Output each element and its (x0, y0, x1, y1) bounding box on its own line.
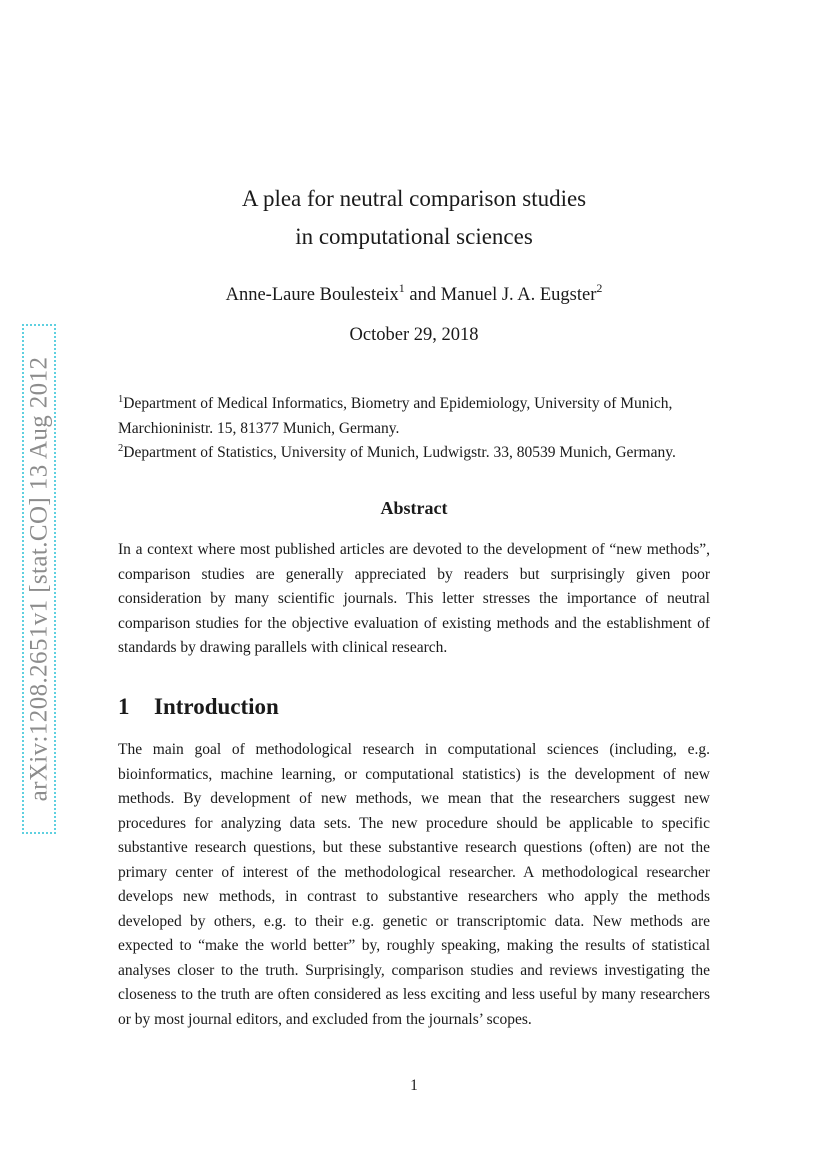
paper-date: October 29, 2018 (349, 325, 479, 345)
affiliation-2 (118, 441, 718, 466)
affiliation-1 (118, 392, 718, 417)
affiliations (118, 392, 718, 466)
section-title: Introduction (154, 694, 279, 719)
arxiv-identifier-stamp[interactable] (22, 324, 56, 834)
abstract-text: In a context where most published articles are devoted to the development of “new methods”, comparison studies are generally appreciated by readers but surprisingly given poor consideration by many scientific journals. This letter stresses the importance of neutral comparison studies for the objective evaluation of existing methods and the establishment of standards by drawing parallels with clinical research. (118, 541, 710, 656)
page-number: 1 (410, 1077, 418, 1094)
affiliation-2-line-1: Department of Statistics, University of Munich, Ludwigstr. 33, 80539 Munich, Germany. (123, 444, 676, 461)
introduction-paragraph: The main goal of methodological research in computational sciences (including, e.g. bioinformatics, machine learning, or computational statistics) is the development of new methods. By development of new methods, we mean that the researchers suggest new procedures for analyzing data sets. The new procedure should be applicable to specific substantive research questions, but these substantive research questions (often) are not the primary center of interest of the methodological researcher. A methodological researcher develops new methods, in contrast to substantive researchers who apply the methods developed by others, e.g. to their e.g. genetic or transcriptomic data. New methods are expected to “make the world better” by, roughly speaking, making the results of statistical analyses closer to the truth. Surprisingly, comparison studies and reviews investigating the closeness to the truth are often considered as less exciting and less useful by many researchers or by most journal editors, and excluded from the journals’ scopes. (118, 741, 710, 1028)
author-name-1: Anne-Laure Boulesteix (225, 285, 399, 305)
affiliation-mark-1: 1 (118, 394, 124, 405)
paper-title (0, 180, 828, 256)
author-list (0, 282, 828, 308)
introduction-body (118, 738, 710, 1032)
author-separator: and (404, 285, 441, 305)
affiliation-mark-2: 2 (118, 443, 124, 454)
author-affiliation-mark-1: 1 (398, 281, 405, 295)
section-heading (118, 690, 279, 724)
abstract-body (118, 538, 710, 661)
paper-title-line-1: A plea for neutral comparison studies (241, 186, 587, 211)
arxiv-identifier-text: arXiv:1208.2651v1 [stat.CO] 13 Aug 2012 (25, 356, 52, 802)
paper-title-line-2: in computational sciences (295, 224, 533, 249)
author-affiliation-mark-2: 2 (596, 281, 603, 295)
author-name-2: Manuel J. A. Eugster (440, 285, 597, 305)
affiliation-1-line-2: Marchioninistr. 15, 81377 Munich, Germany. (118, 419, 400, 437)
abstract-heading: Abstract (380, 498, 448, 518)
affiliation-1-line-1: Department of Medical Informatics, Biometry and Epidemiology, University of Munich, (123, 395, 673, 412)
section-number: 1 (118, 694, 130, 719)
